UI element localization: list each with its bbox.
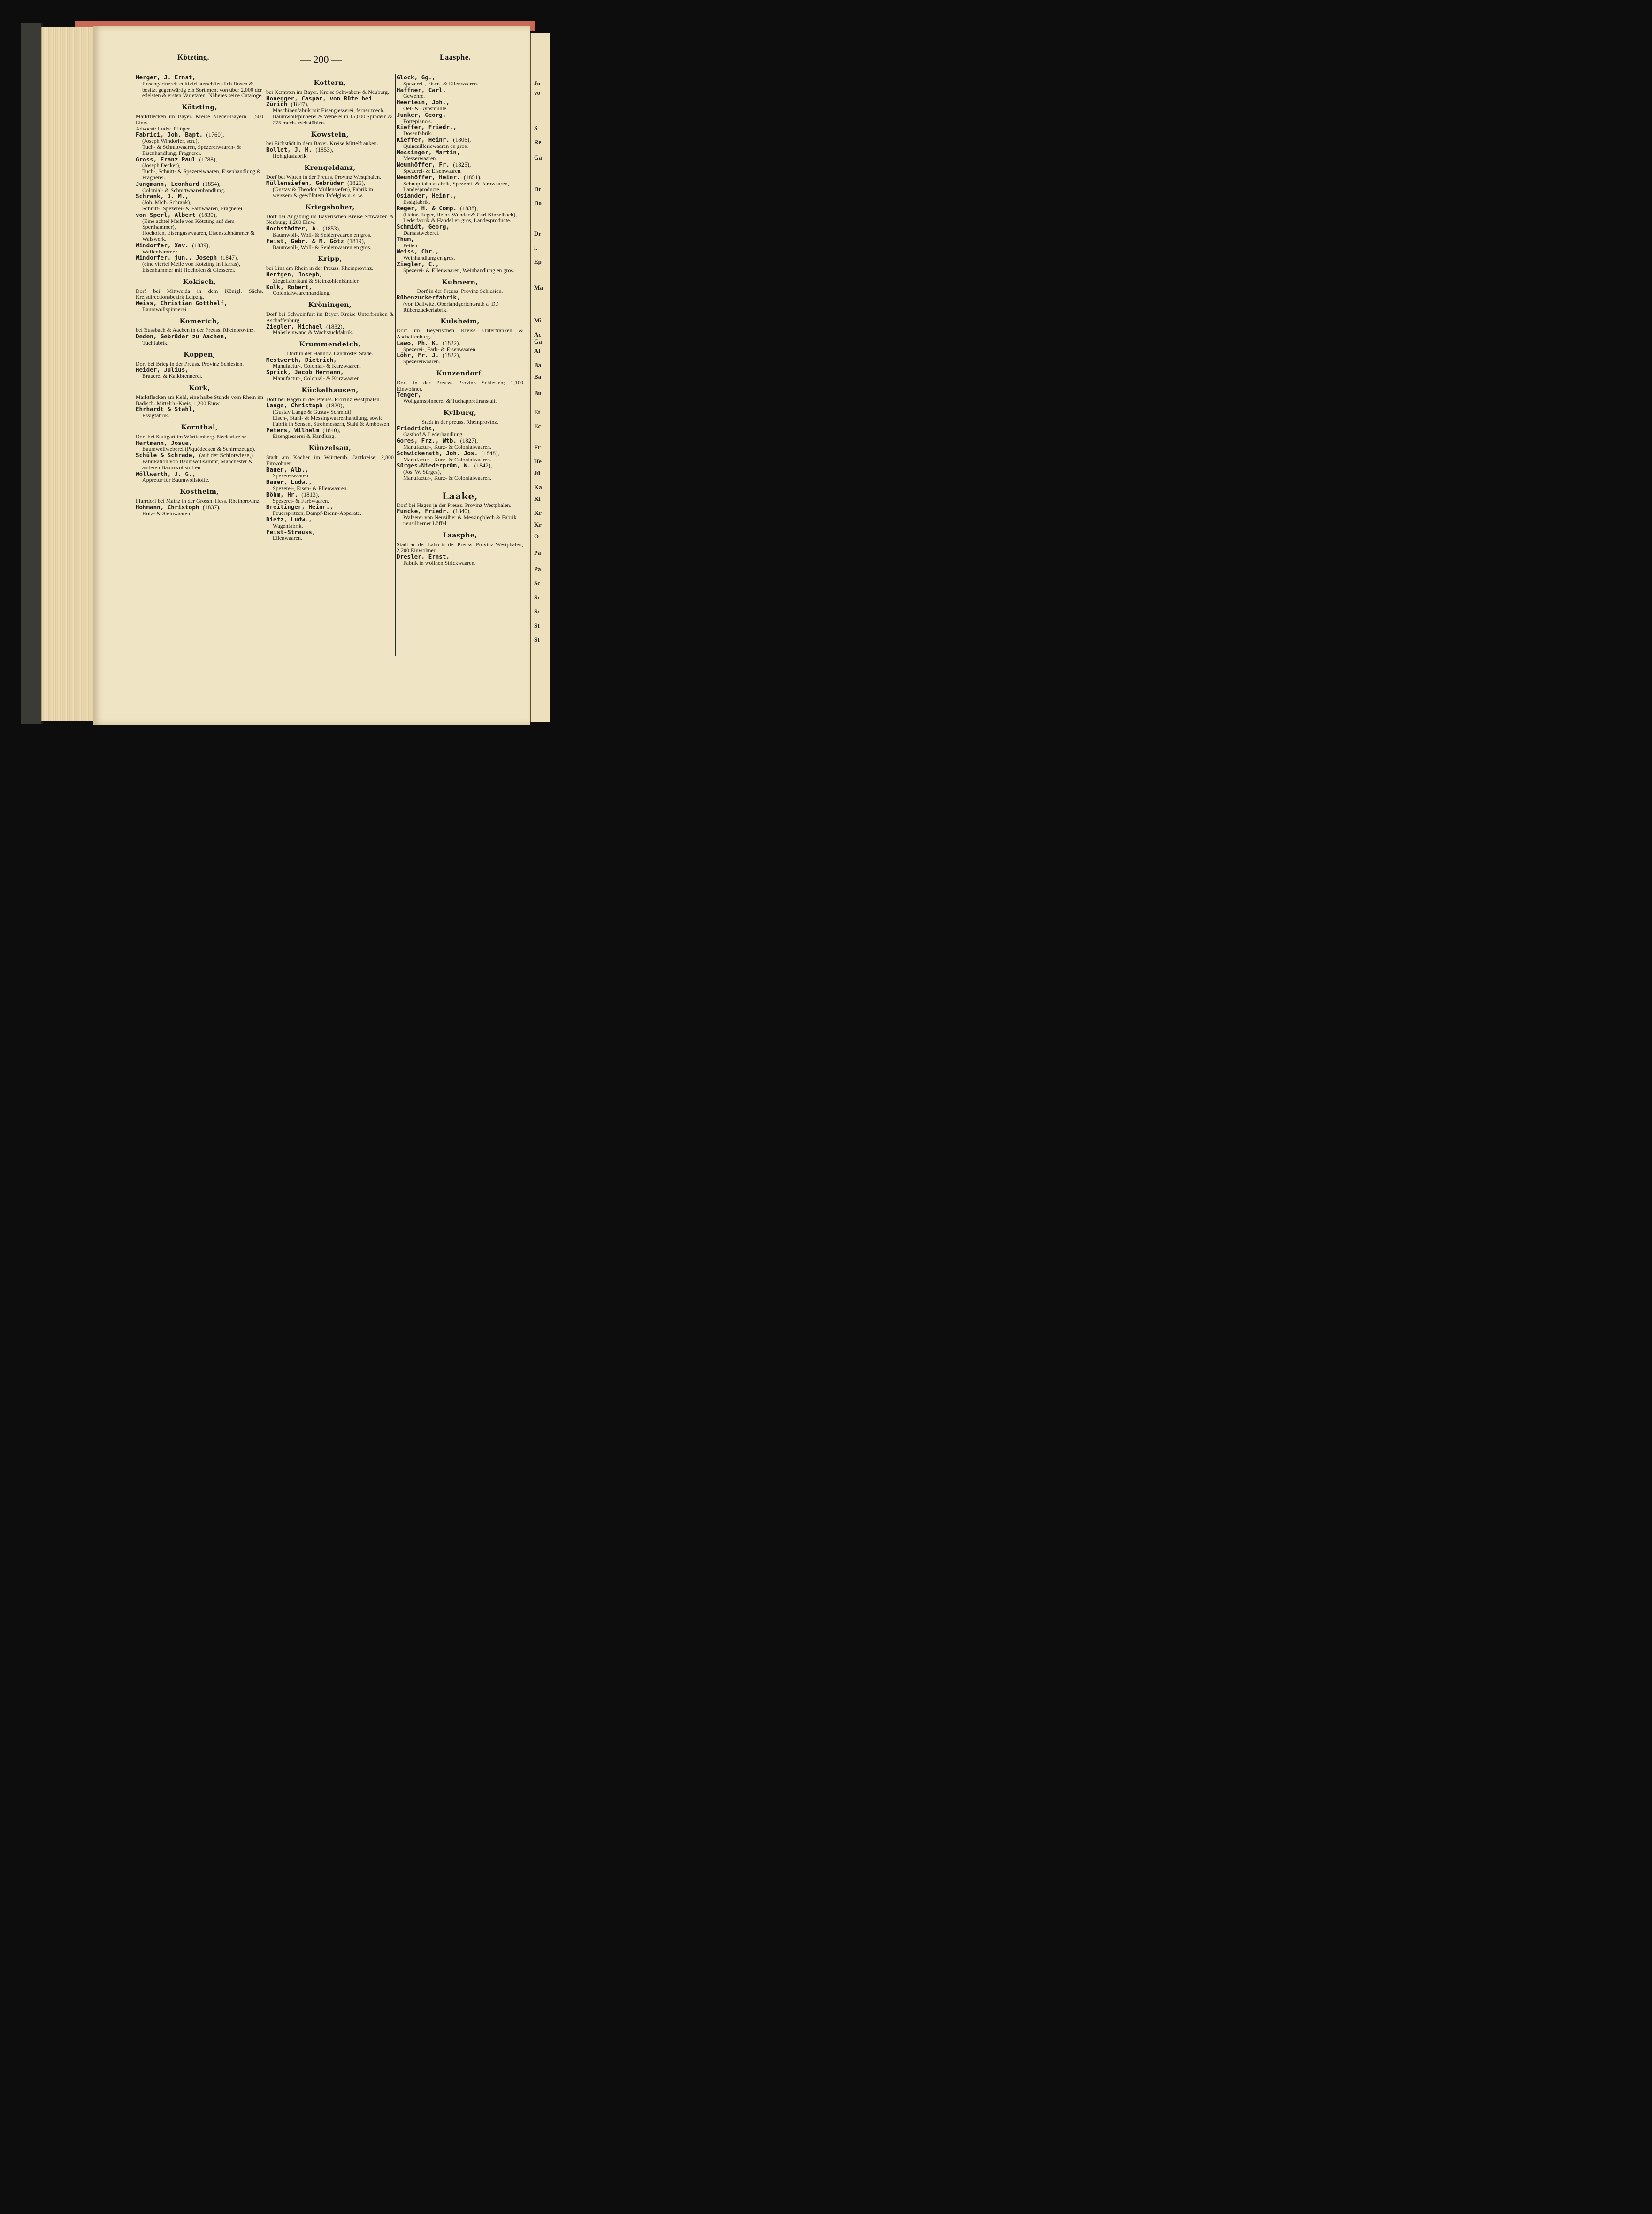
entry-description: Manufactur-, Colonial- & Kurzwaaren. (273, 375, 361, 382)
next-page-fragment: Sc (534, 608, 540, 615)
next-page-fragment: Ju (534, 80, 541, 87)
firm-name: Hertgen, Joseph, (266, 270, 323, 278)
firm-name: Bauer, Alb., (266, 466, 309, 473)
firm-name: Mestwerth, Dietrich, (266, 356, 337, 363)
entry-name (136, 300, 263, 306)
column-3 (397, 74, 523, 566)
founding-year: (1827), (460, 437, 478, 444)
next-page-fragment: O (534, 533, 539, 540)
next-page-fragment: Dr (534, 185, 542, 192)
next-page-fragment: Ka (534, 483, 542, 490)
entry-description: Tuch-, Schnitt- & Spezereiwaaren, Eisenhandlung & Fragnerei. (142, 168, 261, 181)
firm-name: Hohmann, Christoph (136, 503, 199, 511)
next-page-fragment: He (534, 458, 542, 465)
founding-year: (1813), (301, 490, 320, 498)
running-head-right: Laasphe. (440, 54, 471, 61)
entry-description: Baumwoll-, Woll- & Seidenwaaren en gros. (273, 231, 372, 238)
firm-name: Glock, Gg., (397, 74, 436, 81)
place-heading: Koppen, (184, 351, 215, 359)
column-rule-2 (395, 74, 396, 656)
place-heading: Krengeldanz, (304, 164, 356, 172)
firm-name: Lange, Christoph (266, 402, 323, 409)
firm-name: Fabrici, Joh. Bapt. (136, 131, 203, 138)
place-heading: Kriegshaber, (305, 203, 355, 211)
firm-name: Weiss, Chr., (397, 248, 439, 255)
entry-description: Ziegelfabrikant & Steinkohlenhändler. (273, 277, 359, 284)
founding-year: (1822), (442, 339, 460, 346)
firm-name: Neunhöffer, Fr. (397, 161, 450, 169)
next-page-fragment: Ba (534, 373, 542, 380)
firm-name: Reger, H. & Comp. (397, 204, 457, 212)
firm-name: Schmidt, Georg, (397, 223, 450, 230)
firm-name: Kieffer, Friedr., (397, 123, 457, 131)
place-description: bei Kempten im Bayer. Kreise Schwaben- & Neuburg. (266, 88, 390, 95)
entry-description: Tuch- & Schnittwaaren, Spezereiwaaren- & Eisenhandlung, Fragnerei. (142, 143, 241, 156)
entry-name (266, 272, 394, 278)
entry-description: Eisengiesserei & Handlung. (273, 433, 336, 440)
entry-description: Ellenwaaren. (273, 535, 302, 542)
entry-description: Manufactur-, Kurz- & Colonialwaaren. (403, 444, 492, 451)
firm-name: Tenger, (397, 391, 421, 398)
entry-description: Spezerei-, Eisen- & Ellenwaaren. (403, 80, 479, 87)
place-description: Dorf bei Witten in der Preuss. Provinz Westphalen. (266, 173, 382, 180)
next-page-fragment: Pa (534, 549, 541, 556)
firm-name: Thum, (397, 235, 414, 243)
founding-year: (1819), (347, 237, 366, 245)
entry-description: Wollgarnspinnerei & Tuchappretiranstalt. (403, 398, 497, 405)
entry-description: Baumwoll-, Woll- & Seidenwaaren en gros. (273, 244, 372, 251)
firm-name: Neunhöffer, Heinr. (397, 173, 460, 181)
firm-name: Merger, J. Ernst, (136, 74, 196, 81)
place-heading: Kunzendorf, (436, 370, 484, 378)
entry-description: Colonial- & Schnittwaarenhandlung. (142, 186, 225, 193)
founding-year: (1840), (453, 507, 471, 515)
firm-name: Breitinger, Heinr., (266, 503, 333, 511)
next-page-fragment: Ga (534, 338, 542, 345)
next-page-fragment: i. (534, 244, 537, 251)
entry-description: Manufactur-, Kurz- & Colonialwaaren. (403, 475, 492, 482)
firm-name: Dietz, Ludw., (266, 516, 312, 523)
entry-name (397, 137, 523, 143)
firm-name: Ziegler, Michael (266, 322, 323, 330)
place-description: Dorf bei Brieg in der Preuss. Provinz Schlesien. (136, 360, 244, 367)
entry-name (397, 451, 523, 457)
entry-description: Fortepiano's. (403, 117, 432, 124)
entry-description: Weinhandlung en gros. (403, 254, 455, 261)
entry-name (266, 492, 394, 498)
firm-name: Messinger, Martin, (397, 148, 460, 156)
next-page-fragment: Pa (534, 566, 541, 573)
firm-name: Böhm, Hr. (266, 490, 298, 498)
column-2 (266, 74, 394, 541)
entry-description: Dosenfabrik. (403, 130, 433, 137)
firm-name: Gores, Frz., Wtb. (397, 437, 457, 444)
entry-name (397, 112, 523, 118)
entry-description: Maschinenfabrik mit Eisengiesserei, ferner mech. Baumwollspinnerei & Weberei in 15,000 Spindeln & 275 mech. Webstühlen. (273, 107, 393, 126)
next-page-fragment: Ma (534, 284, 543, 291)
founding-year: (1760), (206, 131, 224, 138)
next-page-fragment: Dr (534, 230, 542, 237)
next-page-fragment: vo (534, 89, 540, 96)
next-page-fragment: Et (534, 408, 540, 415)
next-page-fragment: Do (534, 199, 542, 207)
entry-description: Tuchfabrik. (142, 339, 168, 346)
entry-name (397, 340, 523, 346)
entry-description: Spezereiwaaren. (403, 358, 440, 365)
founding-year: (1839), (192, 241, 210, 249)
firm-name: Sürges-Niederprüm, W. (397, 462, 471, 469)
place-heading: Kuhnern, (442, 278, 478, 286)
entry-description: (Gustav & Theodor Müllensiefen), Fabrik in weissem & gewölbtem Tafelglas u. s. w. (273, 186, 373, 199)
place-heading: Laake, (442, 490, 478, 502)
entry-description: (Heinr. Reger, Heinr. Wunder & Carl Kinzelbach), (403, 211, 517, 218)
place-heading: Kowstein, (311, 130, 349, 138)
firm-name: Sprick, Jacob Hermann, (266, 368, 344, 376)
entry-name (266, 238, 394, 245)
next-page-fragment: Ga (534, 154, 542, 161)
next-page-fragment: Ac (534, 331, 542, 338)
firm-name: Dresler, Ernst, (397, 553, 450, 560)
place-description: Stadt am Kocher im Württemb. Jaxtkreise; 2,800 Einwohner. (266, 454, 394, 467)
firm-name: Gross, Franz Paul (136, 155, 196, 163)
founding-year: (1854), (203, 180, 221, 187)
firm-name: Kolk, Robert, (266, 283, 312, 291)
entry-description: Fabrikation von Baumwollsammt, Manchester & anderen Baumwollstoffen. (142, 458, 253, 471)
firm-name: Rübenzuckerfabrik, (397, 294, 460, 301)
entry-description: (Joseph Decker), (142, 162, 181, 169)
entry-description: Essigfabrik. (403, 198, 430, 205)
entry-name (136, 75, 263, 81)
entry-description: Spezereiwaaren. (273, 472, 310, 479)
firm-name: Lawo, Ph. K. (397, 339, 439, 346)
entry-description: Appretur für Baumwollstoffe. (142, 476, 210, 483)
entry-description: Spezerei- & Eisenwaaren. (403, 167, 462, 174)
firm-name: Bauer, Ludw., (266, 478, 312, 486)
entry-description: (Joseph Windorfer, sen.), (142, 138, 199, 145)
founding-year: (1788), (199, 155, 217, 163)
next-page-fragment: Sc (534, 594, 540, 601)
entry-description: Rosengärtnerei; cultivirt ausschliesslich Rosen & besitzt gegenwärtig ein Sortiment von über 2,000 der edelsten & ersten Varietäten; Näheres seine Cataloge. (142, 80, 263, 99)
next-page-fragment: Ba (534, 361, 542, 368)
next-page-fragment: St (534, 636, 540, 643)
entry-description: Quincailleriewaaren en gros. (403, 142, 468, 149)
founding-year: (1822), (442, 352, 460, 359)
firm-name: Feist, Gebr. & M. Götz (266, 237, 344, 245)
entry-name (397, 237, 523, 243)
firm-name: Müllensiefen, Gebrüder (266, 179, 344, 187)
entry-description: Baumwollweberei (Piquédecken & Schirmzeuge). (142, 445, 256, 452)
firm-name: Schüle & Schrade, (136, 452, 196, 459)
place-description: Dorf bei Stuttgart im Württemberg. Neckarkreise. (136, 433, 248, 440)
entry-description: Essigfabrik. (142, 412, 169, 419)
entry-description: Messerwaaren. (403, 155, 437, 162)
entry-description: Feuerspritzen, Dampf-Brenn-Apparate. (273, 510, 361, 517)
place-heading: Kückelhausen, (301, 386, 359, 394)
entry-description: (Joh. Mich. Schrank), (142, 199, 191, 206)
place-heading: Kottern, (314, 79, 346, 87)
entry-name (266, 96, 394, 108)
entry-name (397, 224, 523, 230)
firm-name: Junker, Georg, (397, 111, 446, 118)
place-description: Stadt an der Lahn in der Preuss. Provinz Westphalen; 2,200 Einwohner. (397, 541, 523, 554)
firm-name: Heider, Julius, (136, 366, 189, 374)
firm-name: Honegger, Caspar, von Rüte bei Zürich (266, 94, 372, 108)
founding-year: (1825), (347, 179, 366, 187)
text-line: Advocat: Ludw. Pflüger. (136, 125, 191, 132)
place-heading: Künzelsau, (308, 444, 352, 452)
place-description: bei Linz am Rhein in der Preuss. Rheinprovinz. (266, 265, 374, 272)
place-heading: Kripp, (318, 255, 342, 263)
entry-description: Damastweberei. (403, 229, 440, 236)
firm-name: Hartmann, Josua, (136, 439, 192, 446)
founding-year: (1853), (315, 146, 334, 153)
entry-description: Spezerei- & Farbwaaren. (273, 497, 329, 504)
next-page-margin (530, 33, 550, 722)
next-page-fragment: S (534, 124, 538, 131)
place-heading: Laasphe, (443, 531, 477, 539)
entry-description: Spezerei-, Farb- & Eisenwaaren. (403, 345, 477, 352)
next-page-fragment: Kr (534, 509, 542, 516)
founding-year: (1840), (322, 426, 341, 434)
place-description: Dorf bei Schweinfurt im Bayer. Kreise Unterfranken & Aschaffenburg. (266, 310, 394, 323)
next-page-fragment: Ep (534, 258, 542, 265)
place-heading: Krummendeich, (299, 341, 361, 349)
firm-name: Ehrhardt & Stahl, (136, 406, 196, 413)
next-page-fragment: St (534, 622, 540, 629)
place-description: Marktflecken im Bayer. Kreise Nieder-Bayern, 1,500 Einw. (136, 113, 263, 126)
entry-name (136, 181, 263, 187)
firm-name: Ziegler, C., (397, 260, 439, 268)
founding-year: (1837), (203, 503, 221, 511)
firm-name: Funcke, Friedr. (397, 507, 450, 515)
next-page-fragment: Ec (534, 422, 541, 429)
next-page-fragment: Fr (534, 444, 541, 451)
firm-name: Peters, Wilhelm (266, 426, 319, 434)
entry-name (397, 206, 523, 212)
founding-year: (1825), (453, 161, 471, 169)
column-1 (136, 74, 263, 516)
entry-description: Hochofen, Eisengusswaaren, Eisenstabhämmer & Walzwerk. (142, 230, 255, 242)
place-heading: Kork, (189, 384, 210, 392)
founding-year: (1848), (481, 449, 499, 457)
entry-description: Baumwollspinnerei. (142, 306, 188, 313)
entry-description: Schnitt-, Spezerei- & Farbwaaren, Fragnerei. (142, 205, 244, 212)
founding-year: (1853), (322, 225, 341, 232)
entry-description: Holz- & Steinwaaren. (142, 510, 191, 517)
place-heading: Kröningen, (308, 301, 352, 309)
firm-name: Hochstädter, A. (266, 225, 319, 232)
running-head-left: Kötzting. (177, 54, 210, 61)
founding-year: (1847), (291, 100, 309, 108)
founding-year: (1806), (453, 136, 471, 143)
place-description: Dorf bei Augsburg im Bayerischen Kreise Schwaben & Neuburg; 1,200 Einw. (266, 213, 394, 226)
entry-description: (Jos. W. Sürges), (403, 468, 441, 475)
place-heading: Kornthal, (181, 424, 218, 432)
firm-name: Feist-Strauss, (266, 528, 316, 536)
entry-description: (von Dallwitz, Oberlandgerichtsrath a. D.) Rübenzuckerfabrik. (403, 300, 499, 313)
place-heading: Kokisch, (183, 278, 216, 286)
book-spine (21, 23, 43, 724)
place-description: Dorf in der Preuss. Provinz Schlesien. (417, 288, 503, 295)
next-page-fragment: Mi (534, 317, 542, 324)
firm-name: Schrank, J. M., (136, 192, 189, 200)
place-description: bei Eichstädt in dem Bayer. Kreise Mittelfranken. (266, 140, 378, 147)
entry-description: Gasthof & Lederhandlung. (403, 431, 464, 438)
entry-name (136, 243, 263, 249)
firm-name: Weiss, Christian Gotthelf, (136, 299, 228, 307)
entry-description: Oel- & Gypsmühle. (403, 105, 448, 112)
place-description: Dorf bei Mittweida in dem Königl. Sächs. Kreisdirectionsbezirk Leipzig. (136, 287, 263, 300)
entry-description: Malerleinwand & Wachstuchfabrik. (273, 329, 353, 336)
place-description: bei Bussbach & Aachen in der Preuss. Rheinprovinz. (136, 327, 255, 334)
founding-year: (1832), (326, 322, 344, 330)
place-description: Dorf bei Hagen in der Preuss. Provinz Westphalen. (266, 396, 381, 403)
firm-name: Osiander, Heinr., (397, 192, 457, 199)
entry-description: Hohlglasfabrik. (273, 152, 308, 159)
firm-name: Friedrichs, (397, 424, 436, 432)
entry-description: (eine viertel Meile von Kotzting in Harras), Eisenhammer mit Hochofen & Giesserei. (142, 260, 240, 273)
entry-description: Feilen. (403, 242, 419, 249)
place-heading: Kötzting, (182, 104, 217, 112)
place-description: Dorf in der Hannov. Landrostei Stade. (287, 350, 373, 357)
entry-description: Lederfabrik & Handel en gros, Landesproducte. (403, 217, 512, 224)
entry-description: Gewehre. (403, 92, 425, 100)
entry-name (397, 261, 523, 268)
place-heading: Kulsheim, (440, 318, 480, 326)
next-page-fragment: Bu (534, 390, 542, 397)
founding-year: (1847), (220, 254, 238, 261)
page-edges (41, 27, 95, 721)
entry-description: Waffenhammer. (142, 248, 178, 255)
firm-name: Kieffer, Heinr. (397, 136, 450, 143)
firm-name: Bollet, J. M. (266, 146, 312, 153)
entry-description: Manufactur-, Colonial- & Kurzwaaren. (273, 362, 361, 369)
next-page-fragment: Al (534, 347, 540, 354)
place-description: Marktflecken am Kehl, eine halbe Stunde vom Rhein im Badisch. Mittelrh.-Kreis; 1,200 Einw. (136, 393, 263, 406)
place-description: Dorf bei Hagen in der Preuss. Provinz Westphalen. (397, 501, 512, 508)
founding-year: (1830), (199, 211, 217, 218)
next-page-fragment: Jü (534, 469, 541, 476)
place-heading: Kylburg, (443, 409, 477, 417)
entry-description: Walzerei von Neusilber & Messingblech & Fabrik neusilberner Löffel. (403, 514, 517, 527)
entry-description: Eisen-, Stahl- & Messingwaarenhandlung, sowie Fabrik in Sensen, Strohmessern, Stahl & Ambossen. (273, 414, 390, 427)
entry-description: Brauerei & Kalkbrennerei. (142, 373, 203, 380)
entry-name (136, 505, 263, 511)
entry-name (397, 75, 523, 81)
next-page-fragment: Ki (534, 495, 541, 502)
entry-name (397, 175, 523, 181)
entry-description: Schnupftabaksfabrik, Spezerei- & Farbwaaren, Landesproducte. (403, 180, 509, 193)
firm-name: Löhr, Fr. J. (397, 352, 439, 359)
next-page-fragment: Sc (534, 580, 540, 587)
entry-description: Wagenfabrik. (273, 522, 303, 529)
place-heading: Komerich, (179, 317, 220, 325)
place-description: Dorf im Beyerischen Kreise Unterfranken & Aschaffenburg. (397, 327, 523, 340)
place-description: Pfarrdorf bei Mainz in der Grossh. Hess. Rheinprovinz. (136, 498, 261, 505)
firm-name: Deden, Gebrüder zu Aachen, (136, 333, 228, 340)
founding-year: (1820), (326, 402, 344, 409)
next-page-fragment: Kr (534, 521, 542, 528)
entry-description: (Gustav Lange & Gustav Schmidt), (273, 408, 353, 415)
entry-description: Fabrik in wollnen Strickwaaren. (403, 559, 476, 566)
founding-year: (1838), (460, 204, 478, 212)
firm-name: Schwickerath, Joh. Jos. (397, 449, 478, 457)
firm-name: Haffner, Carl, (397, 86, 446, 93)
entry-description: Colonialwaarenhandlung. (273, 290, 331, 297)
firm-name: von Sperl, Albert (136, 211, 196, 218)
entry-description: Spezerei-, Eisen- & Ellenwaaren. (273, 485, 348, 492)
founding-year: (auf der Schlotwiese,) (199, 452, 253, 459)
place-heading: Kostheim, (180, 488, 219, 496)
firm-name: Wöllwarth, J. G., (136, 470, 196, 477)
founding-year: (1842), (474, 462, 492, 469)
firm-name: Heerlein, Joh., (397, 99, 450, 106)
place-description: Dorf in der Preuss. Provinz Schlesien; 1,100 Einwohner. (397, 379, 523, 392)
firm-name: Jungmann, Leonhard (136, 180, 199, 187)
entry-description: Manufactur-, Kurz- & Colonialwaaren. (403, 456, 492, 463)
entry-name (397, 295, 523, 301)
page-number: — 200 — (300, 54, 342, 65)
place-description: Stadt in der preuss. Rheinprovinz. (421, 418, 498, 425)
entry-name (136, 212, 263, 218)
entry-description: (Eine achtel Meile von Kötzting auf dem Sperlhammer), (142, 217, 235, 230)
firm-name: Windorfer, jun., Joseph (136, 254, 217, 261)
founding-year: (1851), (464, 173, 482, 181)
entry-description: Spezerei- & Ellenwaaren, Weinhandlung en gros. (403, 267, 515, 274)
entry-name (266, 517, 394, 523)
firm-name: Windorfer, Xav. (136, 241, 189, 249)
next-page-fragment: Re (534, 138, 542, 146)
